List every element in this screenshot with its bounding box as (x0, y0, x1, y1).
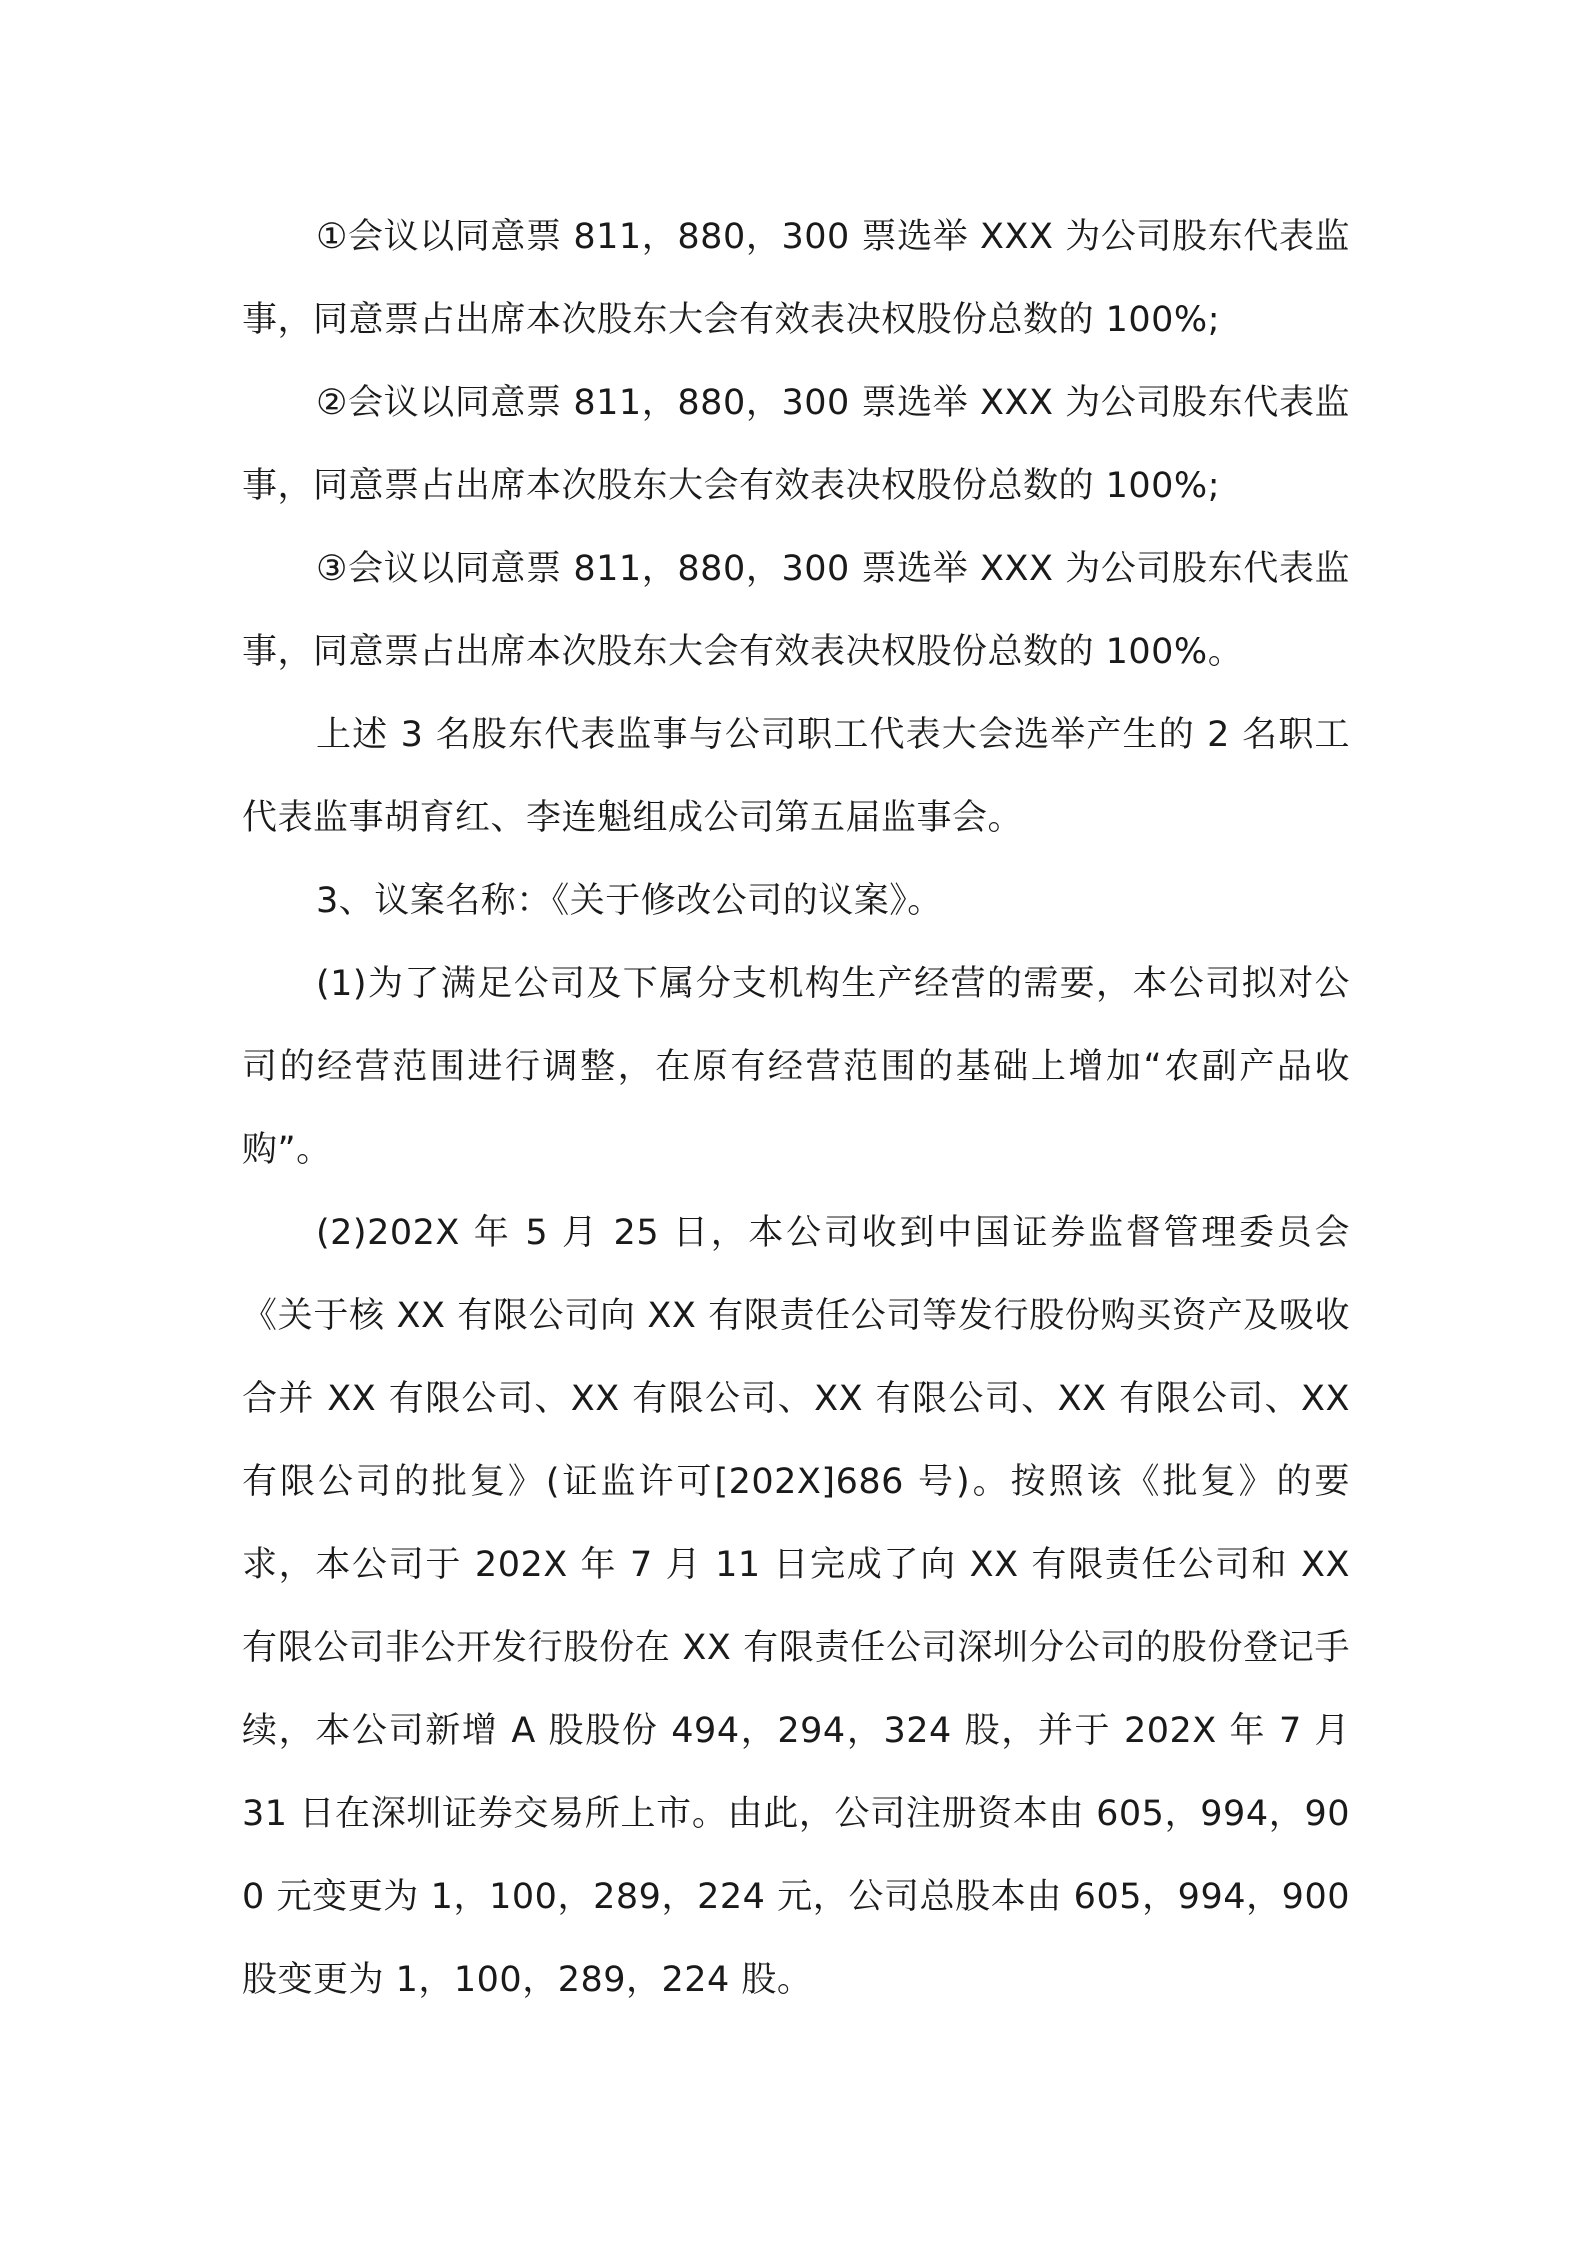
paragraph-vote-2: ②会议以同意票 811，880，300 票选举 XXX 为公司股东代表监事，同意票占出席本次股东大会有效表决权股份总数的 100%; (242, 383, 1350, 506)
paragraph-business-scope: (1)为了满足公司及下属分支机构生产经营的需要，本公司拟对公司的经营范围进行调整，在原有经营范围的基础上增加“农副产品收购”。 (242, 964, 1350, 1170)
document-body (242, 196, 1350, 2022)
paragraph-vote-1: ①会议以同意票 811，880，300 票选举 XXX 为公司股东代表监事，同意票占出席本次股东大会有效表决权股份总数的 100%; (242, 217, 1350, 340)
paragraph-proposal-title: 3、议案名称：《关于修改公司的议案》。 (316, 881, 943, 921)
paragraph-supervisory-board: 上述 3 名股东代表监事与公司职工代表大会选举产生的 2 名职工代表监事胡育红、李连魁组成公司第五届监事会。 (242, 715, 1350, 838)
paragraph-vote-3: ③会议以同意票 811，880，300 票选举 XXX 为公司股东代表监事，同意票占出席本次股东大会有效表决权股份总数的 100%。 (242, 549, 1350, 672)
paragraph-capital-change: (2)202X 年 5 月 25 日，本公司收到中国证券监督管理委员会《关于核 XX 有限公司向 XX 有限责任公司等发行股份购买资产及吸收合并 XX 有限公司、XX 有限公司、XX 有限公司、XX 有限公司、XX 有限公司的批复》(证监许可[202X]686 号)。按照该《批复》的要求，本公司于 202X 年 7 月 11 日完成了向 XX 有限责任公司和 XX 有限公司非公开发行股份在 XX 有限责任公司深圳分公司的股份登记手续，本公司新增 A 股股份 494，294，324 股，并于 202X 年 7 月 31 日在深圳证券交易所上市。由此，公司注册资本由 605，994，900 元变更为 1，100，289，224 元，公司总股本由 605，994，900 股变更为 1，100，289，224 股。 (242, 1213, 1350, 2000)
